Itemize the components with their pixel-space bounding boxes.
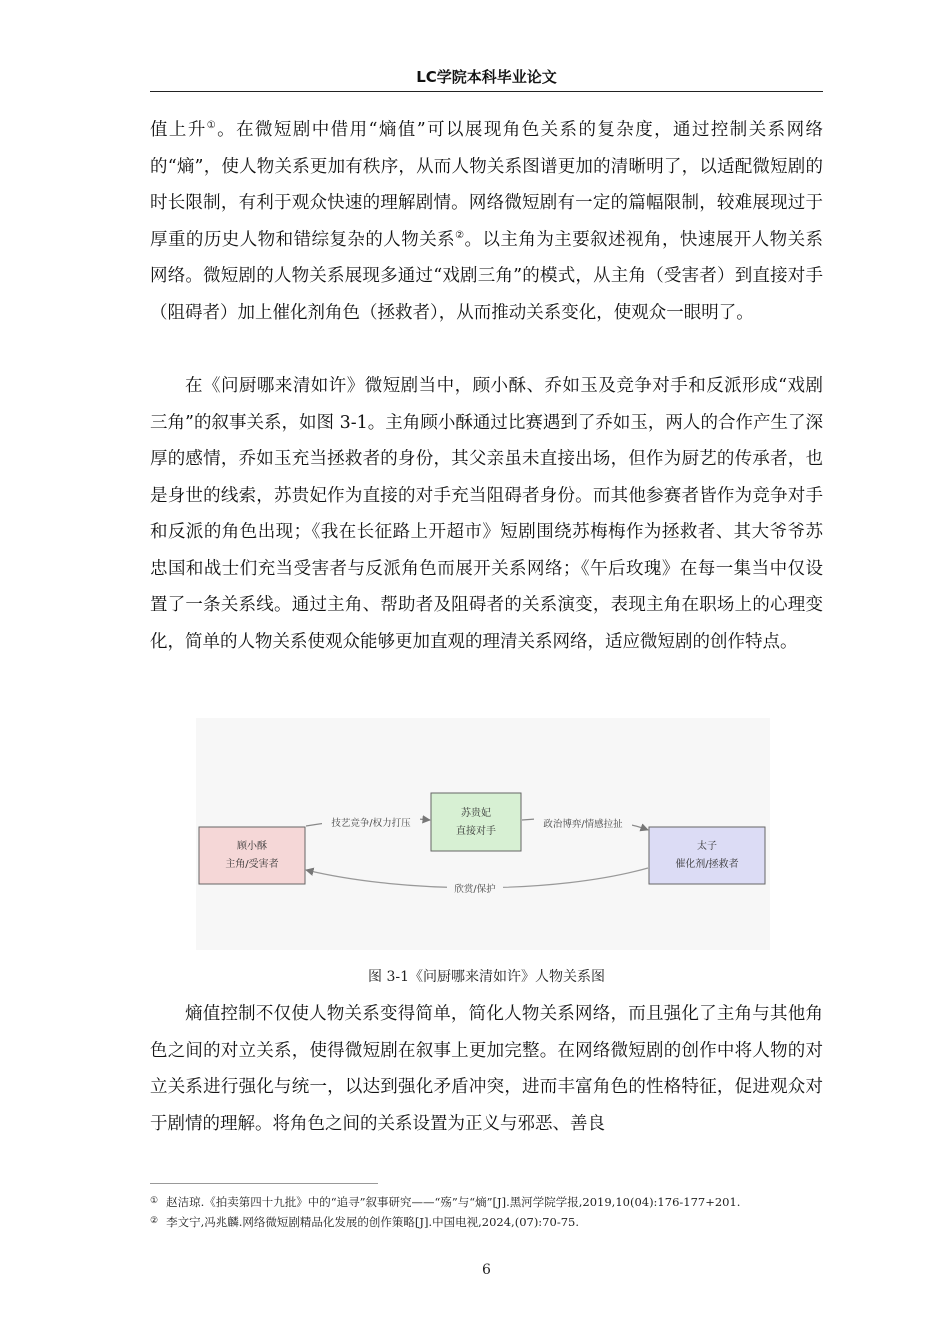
paragraph-1 bbox=[150, 112, 823, 331]
paragraph-1-text: 值上升 bbox=[150, 120, 207, 140]
paragraph-2: 在《问厨哪来清如许》微短剧当中，顾小酥、乔如玉及竞争对手和反派形成“戏剧三角”的叙事关系，如图 3-1。主角顾小酥通过比赛遇到了乔如玉，两人的合作产生了深厚的感情，乔如玉充当拯救者的身份，其父亲虽未直接出场，但作为厨艺的传承者，也是身世的线索，苏贵妃作为直接的对手充当阻碍者身份。而其他参赛者皆作为竞争对手和反派的角色出现；《我在长征路上开超市》短剧围绕苏梅梅作为拯救者、其大爷爷苏忠国和战士们充当受害者与反派角色而展开关系网络；《午后玫瑰》在每一集当中仅设置了一条关系线。通过主角、帮助者及阻碍者的关系演变，表现主角在职场上的心理变化，简单的人物关系使观众能够更加直观的理清关系网络，适应微短剧的创作特点。 bbox=[150, 376, 823, 652]
footnote-ref-2[interactable]: ② bbox=[455, 229, 465, 241]
footnote-ref-1[interactable]: ① bbox=[206, 120, 218, 131]
edge-label-opponent-to-rescuer: 政治博弈/情感拉扯 bbox=[543, 819, 623, 830]
figure-caption: 图 3-1《问厨哪来清如许》人物关系图 bbox=[368, 969, 605, 985]
footnote-1-mark: ① bbox=[150, 1196, 159, 1206]
footnote-1-text: 赵洁琼.《拍卖第四十九批》中的“追寻”叙事研究——“殇”与“熵”[J].黑河学院学报,2019,10(04):176-177+201. bbox=[166, 1195, 741, 1209]
footnote-2-mark: ② bbox=[150, 1216, 159, 1226]
node-rescuer bbox=[649, 827, 765, 884]
page-header-title: LC学院本科毕业论文 bbox=[416, 68, 557, 86]
node-protagonist bbox=[199, 827, 305, 884]
paragraph-1-text-2: 。在微短剧中借用“熵值”可以展现角色关系的复杂度，通过控制关系网络的“熵”，使人物关系更加有秩序，从而人物关系图谱更加的清晰明了，以适配微短剧的时长限制，有利于观众快速的理解剧情。网络微短剧有一定的篇幅限制，较难展现过于厚重的历史人物和错综复杂的人物关系 bbox=[150, 120, 823, 250]
node-protagonist-name: 顾小酥 bbox=[237, 841, 267, 852]
node-opponent bbox=[431, 793, 521, 851]
paragraph-3: 熵值控制不仅使人物关系变得简单，简化人物关系网络，而且强化了主角与其他角色之间的对立关系，使得微短剧在叙事上更加完整。在网络微短剧的创作中将人物的对立关系进行强化与统一，以达到强化矛盾冲突，进而丰富角色的性格特征，促进观众对于剧情的理解。将角色之间的关系设置为正义与邪恶、善良 bbox=[150, 1004, 823, 1134]
page-number: 6 bbox=[482, 1262, 491, 1278]
edge-label-rescuer-to-protagonist: 欣赏/保护 bbox=[454, 884, 496, 895]
node-rescuer-name: 太子 bbox=[697, 841, 717, 852]
node-rescuer-role: 催化剂/拯救者 bbox=[675, 859, 739, 870]
node-opponent-name: 苏贵妃 bbox=[461, 808, 491, 819]
footnote-2-text: 李文宁,冯兆麟.网络微短剧精品化发展的创作策略[J].中国电视,2024,(07):70-75. bbox=[166, 1215, 579, 1229]
edge-label-protagonist-to-opponent: 技艺竞争/权力打压 bbox=[331, 818, 411, 829]
relationship-diagram bbox=[196, 718, 770, 950]
footnote-1 bbox=[150, 1194, 850, 1210]
footnote-rule bbox=[150, 1183, 378, 1184]
node-protagonist-role: 主角/受害者 bbox=[225, 859, 279, 870]
relationship-diagram-svg bbox=[196, 718, 770, 950]
footnote-2 bbox=[150, 1214, 850, 1230]
node-opponent-role: 直接对手 bbox=[456, 826, 496, 837]
header-rule bbox=[150, 91, 823, 92]
paragraph-1-text-3: 。以主角为主要叙述视角，快速展开人物关系网络。微短剧的人物关系展现多通过“戏剧三角”的模式，从主角（受害者）到直接对手（阻碍者）加上催化剂角色（拯救者），从而推动关系变化，使观众一眼明了。 bbox=[150, 229, 824, 323]
